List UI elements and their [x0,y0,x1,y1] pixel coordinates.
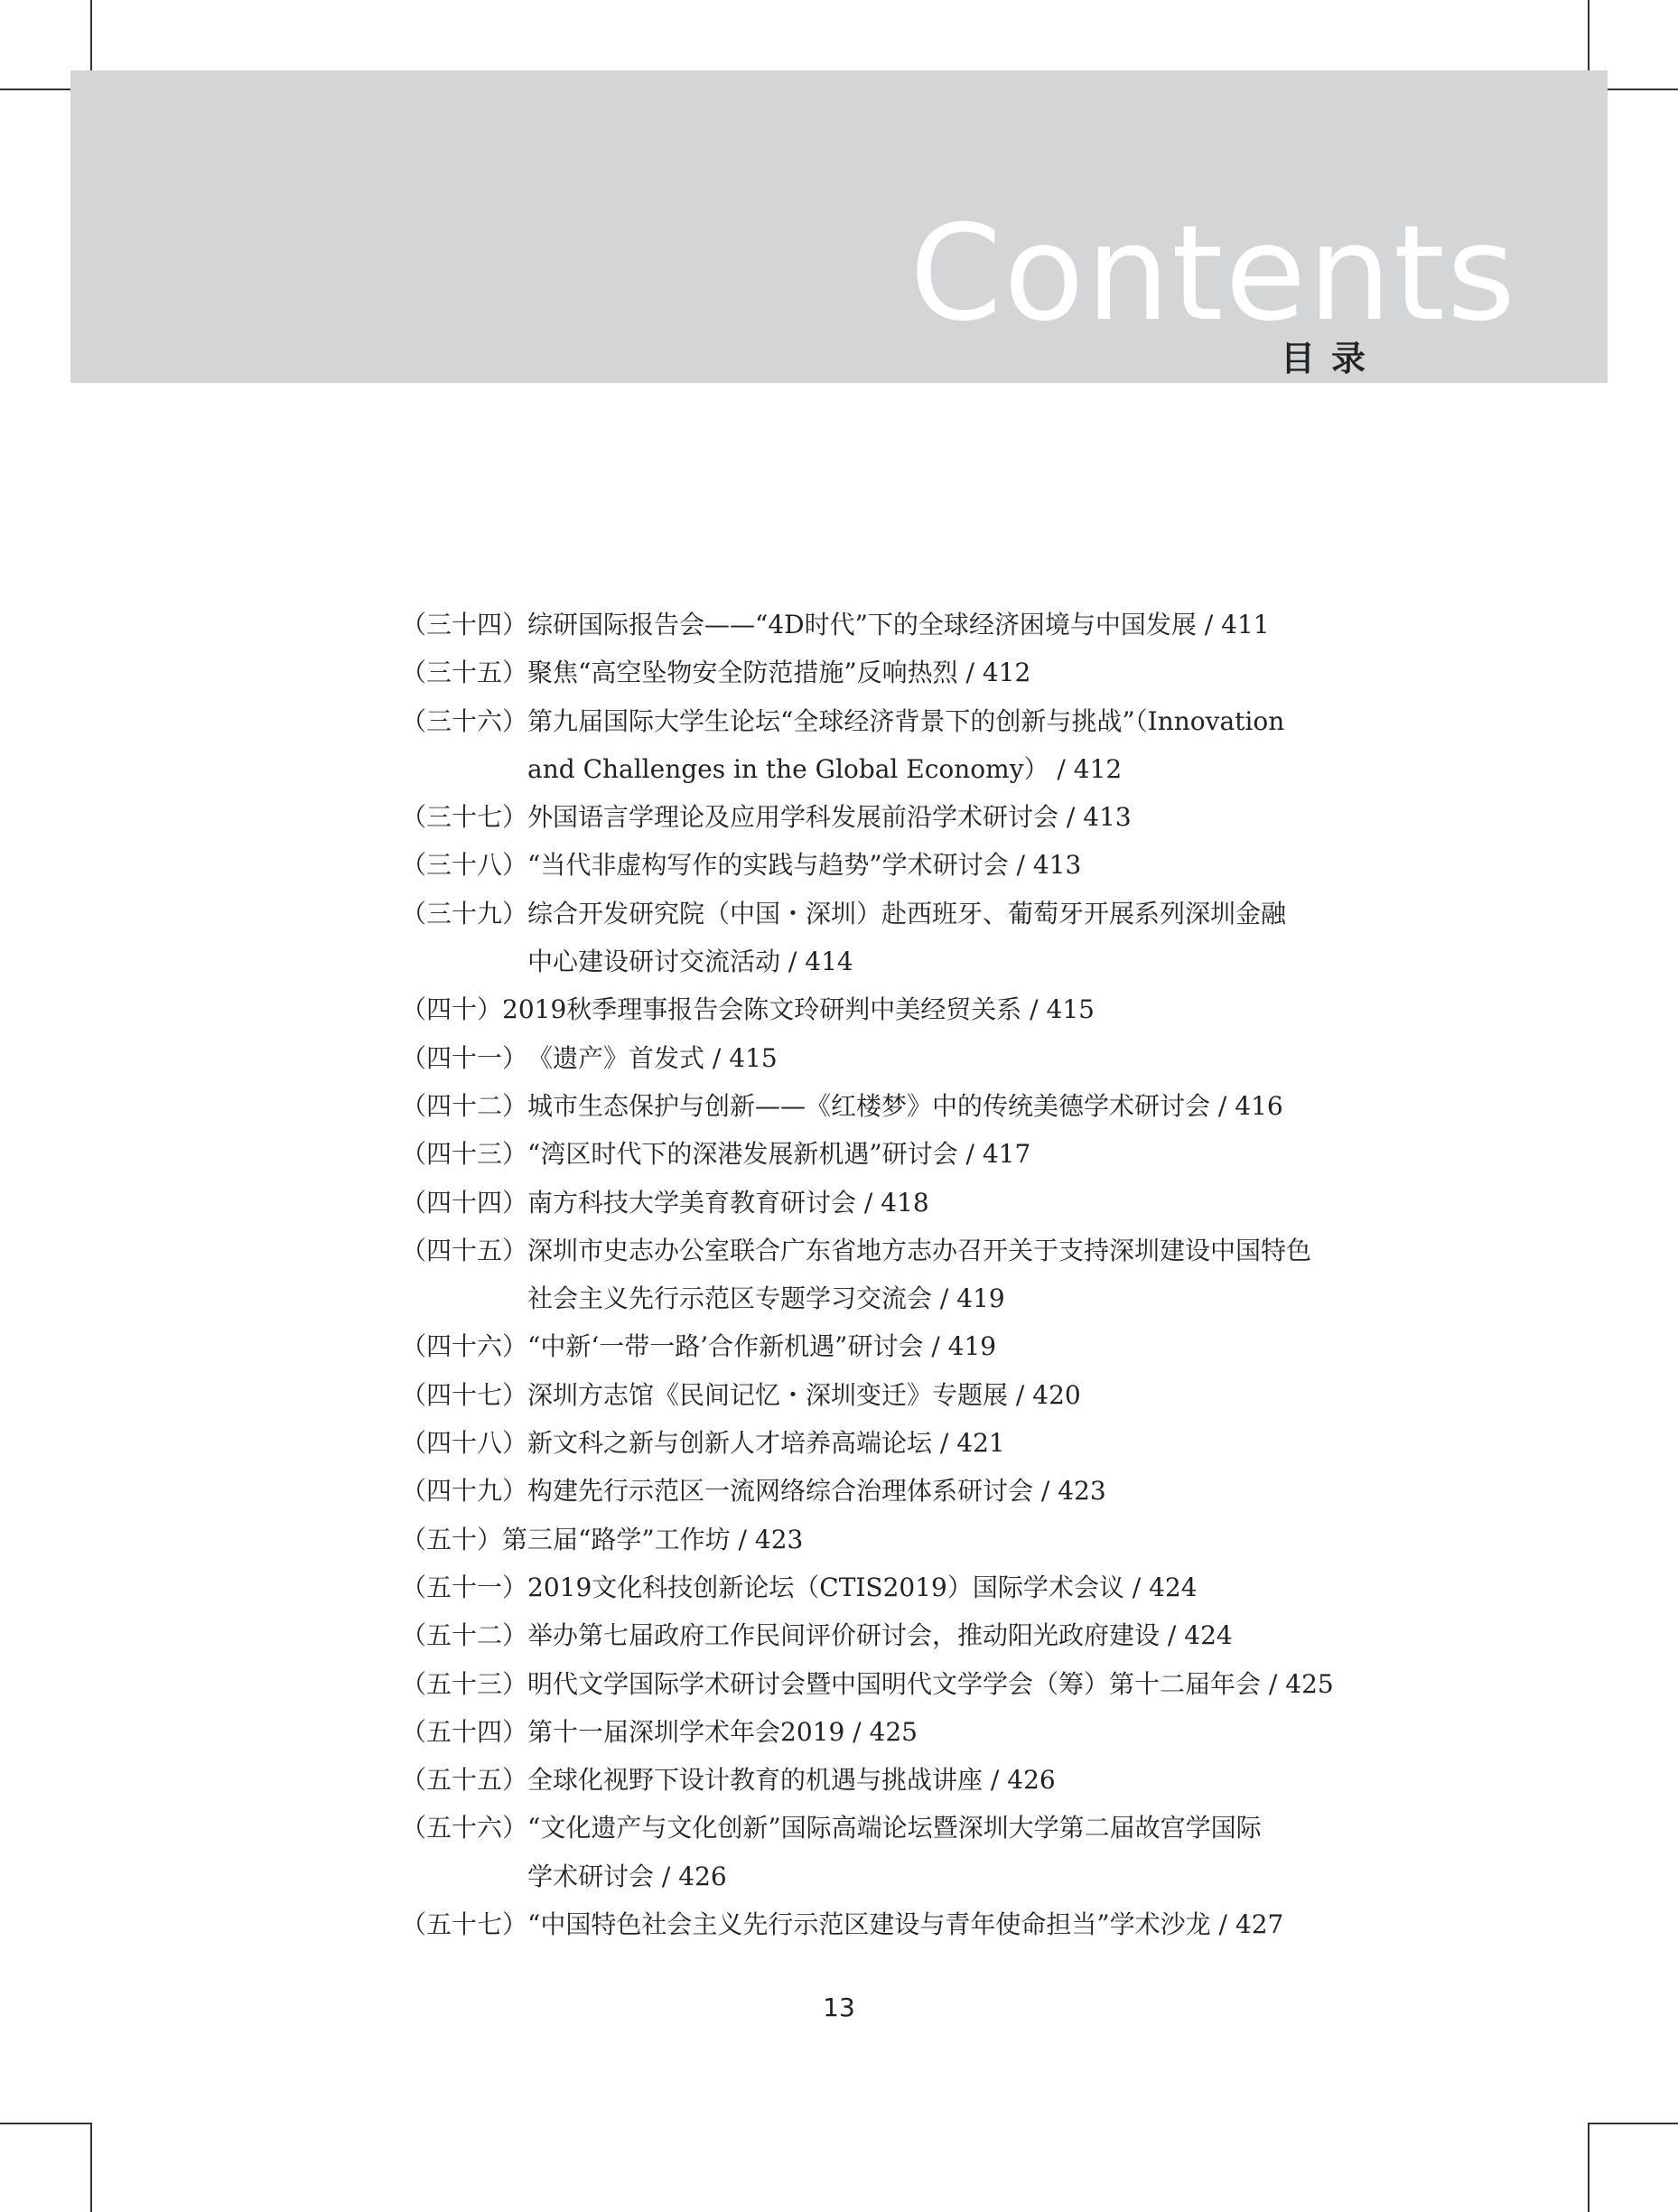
toc-entry [401,793,1422,841]
toc-entry [401,985,1422,1033]
toc-entry-body [527,1611,1422,1659]
toc-entry-number: （四十四） [401,1187,528,1218]
toc-entry-title: 城市生态保护与创新——《红楼梦》中的传统美德学术研讨会 / 416 [527,1090,1283,1121]
toc-entry [401,1130,1422,1178]
crop-mark [1588,2123,1678,2124]
toc-entry-number: （四十六） [401,1331,528,1362]
toc-entry-title: “文化遗产与文化创新”国际高端论坛暨深圳大学第二届故宫学国际 [527,1813,1262,1843]
toc-entry [401,649,1422,696]
table-of-contents [401,601,1422,1948]
toc-entry-number: （四十八） [401,1428,528,1459]
toc-entry-title: 明代文学国际学术研讨会暨中国明代文学学会（筹）第十二届年会 / 425 [527,1668,1334,1699]
toc-entry [401,1034,1422,1082]
toc-entry [401,1516,1422,1563]
toc-entry [401,1179,1422,1227]
toc-entry-title-continued: 学术研讨会 / 426 [527,1861,727,1891]
toc-entry-number: （五十六） [401,1813,528,1843]
toc-entry [401,841,1422,889]
toc-entry-body [527,890,1422,986]
toc-entry-body [502,985,1422,1033]
toc-entry-body [527,1082,1422,1130]
toc-entry-body [527,1900,1422,1948]
toc-entry-title: 外国语言学理论及应用学科发展前沿学术研讨会 / 413 [527,802,1132,833]
toc-entry-body [527,649,1422,696]
toc-entry-title: 综研国际报告会——“4D时代”下的全球经济困境与中国发展 / 411 [527,610,1270,639]
toc-entry-title: 深圳市史志办公室联合广东省地方志办召开关于支持深圳建设中国特色 [527,1235,1312,1265]
toc-entry [401,1611,1422,1659]
toc-entry-title: 南方科技大学美育教育研讨会 / 418 [527,1187,929,1218]
toc-entry-number: （五十） [401,1524,503,1554]
toc-entry-title: 深圳方志馆《民间记忆・深圳变迁》专题展 / 420 [527,1379,1081,1410]
toc-entry-body [527,1419,1422,1467]
toc-entry-body [527,1371,1422,1419]
toc-entry [401,1660,1422,1708]
toc-entry [401,890,1422,986]
toc-entry-body [527,1804,1422,1900]
toc-entry [401,1322,1422,1370]
toc-entry-number: （三十七） [401,802,528,833]
toc-entry-number: （三十五） [401,658,528,688]
toc-entry-title: “中新‘一带一路’合作新机遇”研讨会 / 419 [527,1331,997,1362]
toc-entry-title: 构建先行示范区一流网络综合治理体系研讨会 / 423 [527,1476,1106,1507]
toc-entry-number: （五十三） [401,1668,528,1699]
page-title: Contents [909,197,1517,350]
toc-entry-title: 综合开发研究院（中国・深圳）赴西班牙、葡萄牙开展系列深圳金融 [527,898,1287,929]
toc-entry-number: （四十） [401,994,503,1025]
toc-entry-title-continued: 中心建设研讨交流活动 / 414 [527,947,853,977]
toc-entry-title: 聚焦“高空坠物安全防范措施”反响热烈 / 412 [527,658,1031,688]
toc-entry-body [527,1660,1422,1708]
toc-entry-body [527,1467,1422,1515]
toc-entry-number: （四十七） [401,1379,528,1410]
toc-entry-title: “当代非虚构写作的实践与趋势”学术研讨会 / 413 [527,850,1082,881]
toc-entry-number: （四十一） [401,1042,528,1073]
toc-entry-body [527,1034,1422,1082]
toc-entry-title: 第十一届深圳学术年会2019 / 425 [527,1716,918,1747]
toc-entry-number: （五十二） [401,1620,528,1651]
toc-entry [401,1082,1422,1130]
toc-entry-body [527,1756,1422,1804]
toc-entry-body [527,793,1422,841]
toc-entry [401,1900,1422,1948]
toc-entry-number: （五十五） [401,1765,528,1796]
toc-entry-number: （四十二） [401,1090,528,1121]
crop-mark [1588,2123,1589,2212]
toc-entry-number: （三十九） [401,898,528,929]
toc-entry [401,697,1422,794]
crop-mark [90,2123,92,2212]
toc-entry [401,1708,1422,1756]
toc-entry-number: （五十一） [401,1572,528,1602]
toc-entry-title: “湾区时代下的深港发展新机遇”研讨会 / 417 [527,1139,1031,1170]
toc-entry-title: 举办第七届政府工作民间评价研讨会，推动阳光政府建设 / 424 [527,1620,1233,1651]
toc-entry-body [527,601,1422,649]
toc-entry-number: （五十七） [401,1909,528,1940]
crop-mark [0,2123,90,2124]
toc-entry-number: （三十四） [401,610,528,639]
toc-entry [401,1227,1422,1323]
toc-entry-number: （三十六） [401,705,528,736]
toc-entry-body [527,1322,1422,1370]
toc-entry-body [527,1563,1422,1611]
toc-entry [401,1467,1422,1515]
toc-entry-body [527,1708,1422,1756]
toc-entry-title: 新文科之新与创新人才培养高端论坛 / 421 [527,1428,1005,1459]
toc-entry [401,1563,1422,1611]
toc-entry [401,1756,1422,1804]
toc-entry-body [502,1516,1422,1563]
toc-entry [401,1419,1422,1467]
toc-entry-body [527,1227,1422,1323]
page-subtitle: 目录 [1281,339,1383,378]
toc-entry-body [527,1179,1422,1227]
toc-entry-title-continued: and Challenges in the Global Economy） / 412 [527,753,1123,784]
toc-entry-title-continued: 社会主义先行示范区专题学习交流会 / 419 [527,1283,1005,1314]
toc-entry-title: 第九届国际大学生论坛“全球经济背景下的创新与挑战”（Innovation [527,705,1285,736]
toc-entry [401,1371,1422,1419]
toc-entry [401,1804,1422,1900]
toc-entry-number: （五十四） [401,1716,528,1747]
toc-entry-number: （四十九） [401,1476,528,1507]
toc-entry-title: 2019文化科技创新论坛（CTIS2019）国际学术会议 / 424 [527,1572,1198,1602]
toc-entry-title: 全球化视野下设计教育的机遇与挑战讲座 / 426 [527,1765,1056,1796]
toc-entry-number: （四十三） [401,1139,528,1170]
toc-entry-body [527,1130,1422,1178]
toc-entry-body [527,841,1422,889]
toc-entry-title: 第三届“路学”工作坊 / 423 [502,1524,804,1554]
page-number: 13 [823,1993,855,2022]
toc-entry-number: （四十五） [401,1235,528,1265]
toc-entry-title: “中国特色社会主义先行示范区建设与青年使命担当”学术沙龙 / 427 [527,1909,1284,1940]
toc-entry-title: 2019秋季理事报告会陈文玲研判中美经贸关系 / 415 [502,994,1095,1025]
toc-entry-title: 《遗产》首发式 / 415 [527,1042,778,1073]
toc-entry-body [527,697,1422,794]
toc-entry [401,601,1422,649]
toc-entry-number: （三十八） [401,850,528,881]
